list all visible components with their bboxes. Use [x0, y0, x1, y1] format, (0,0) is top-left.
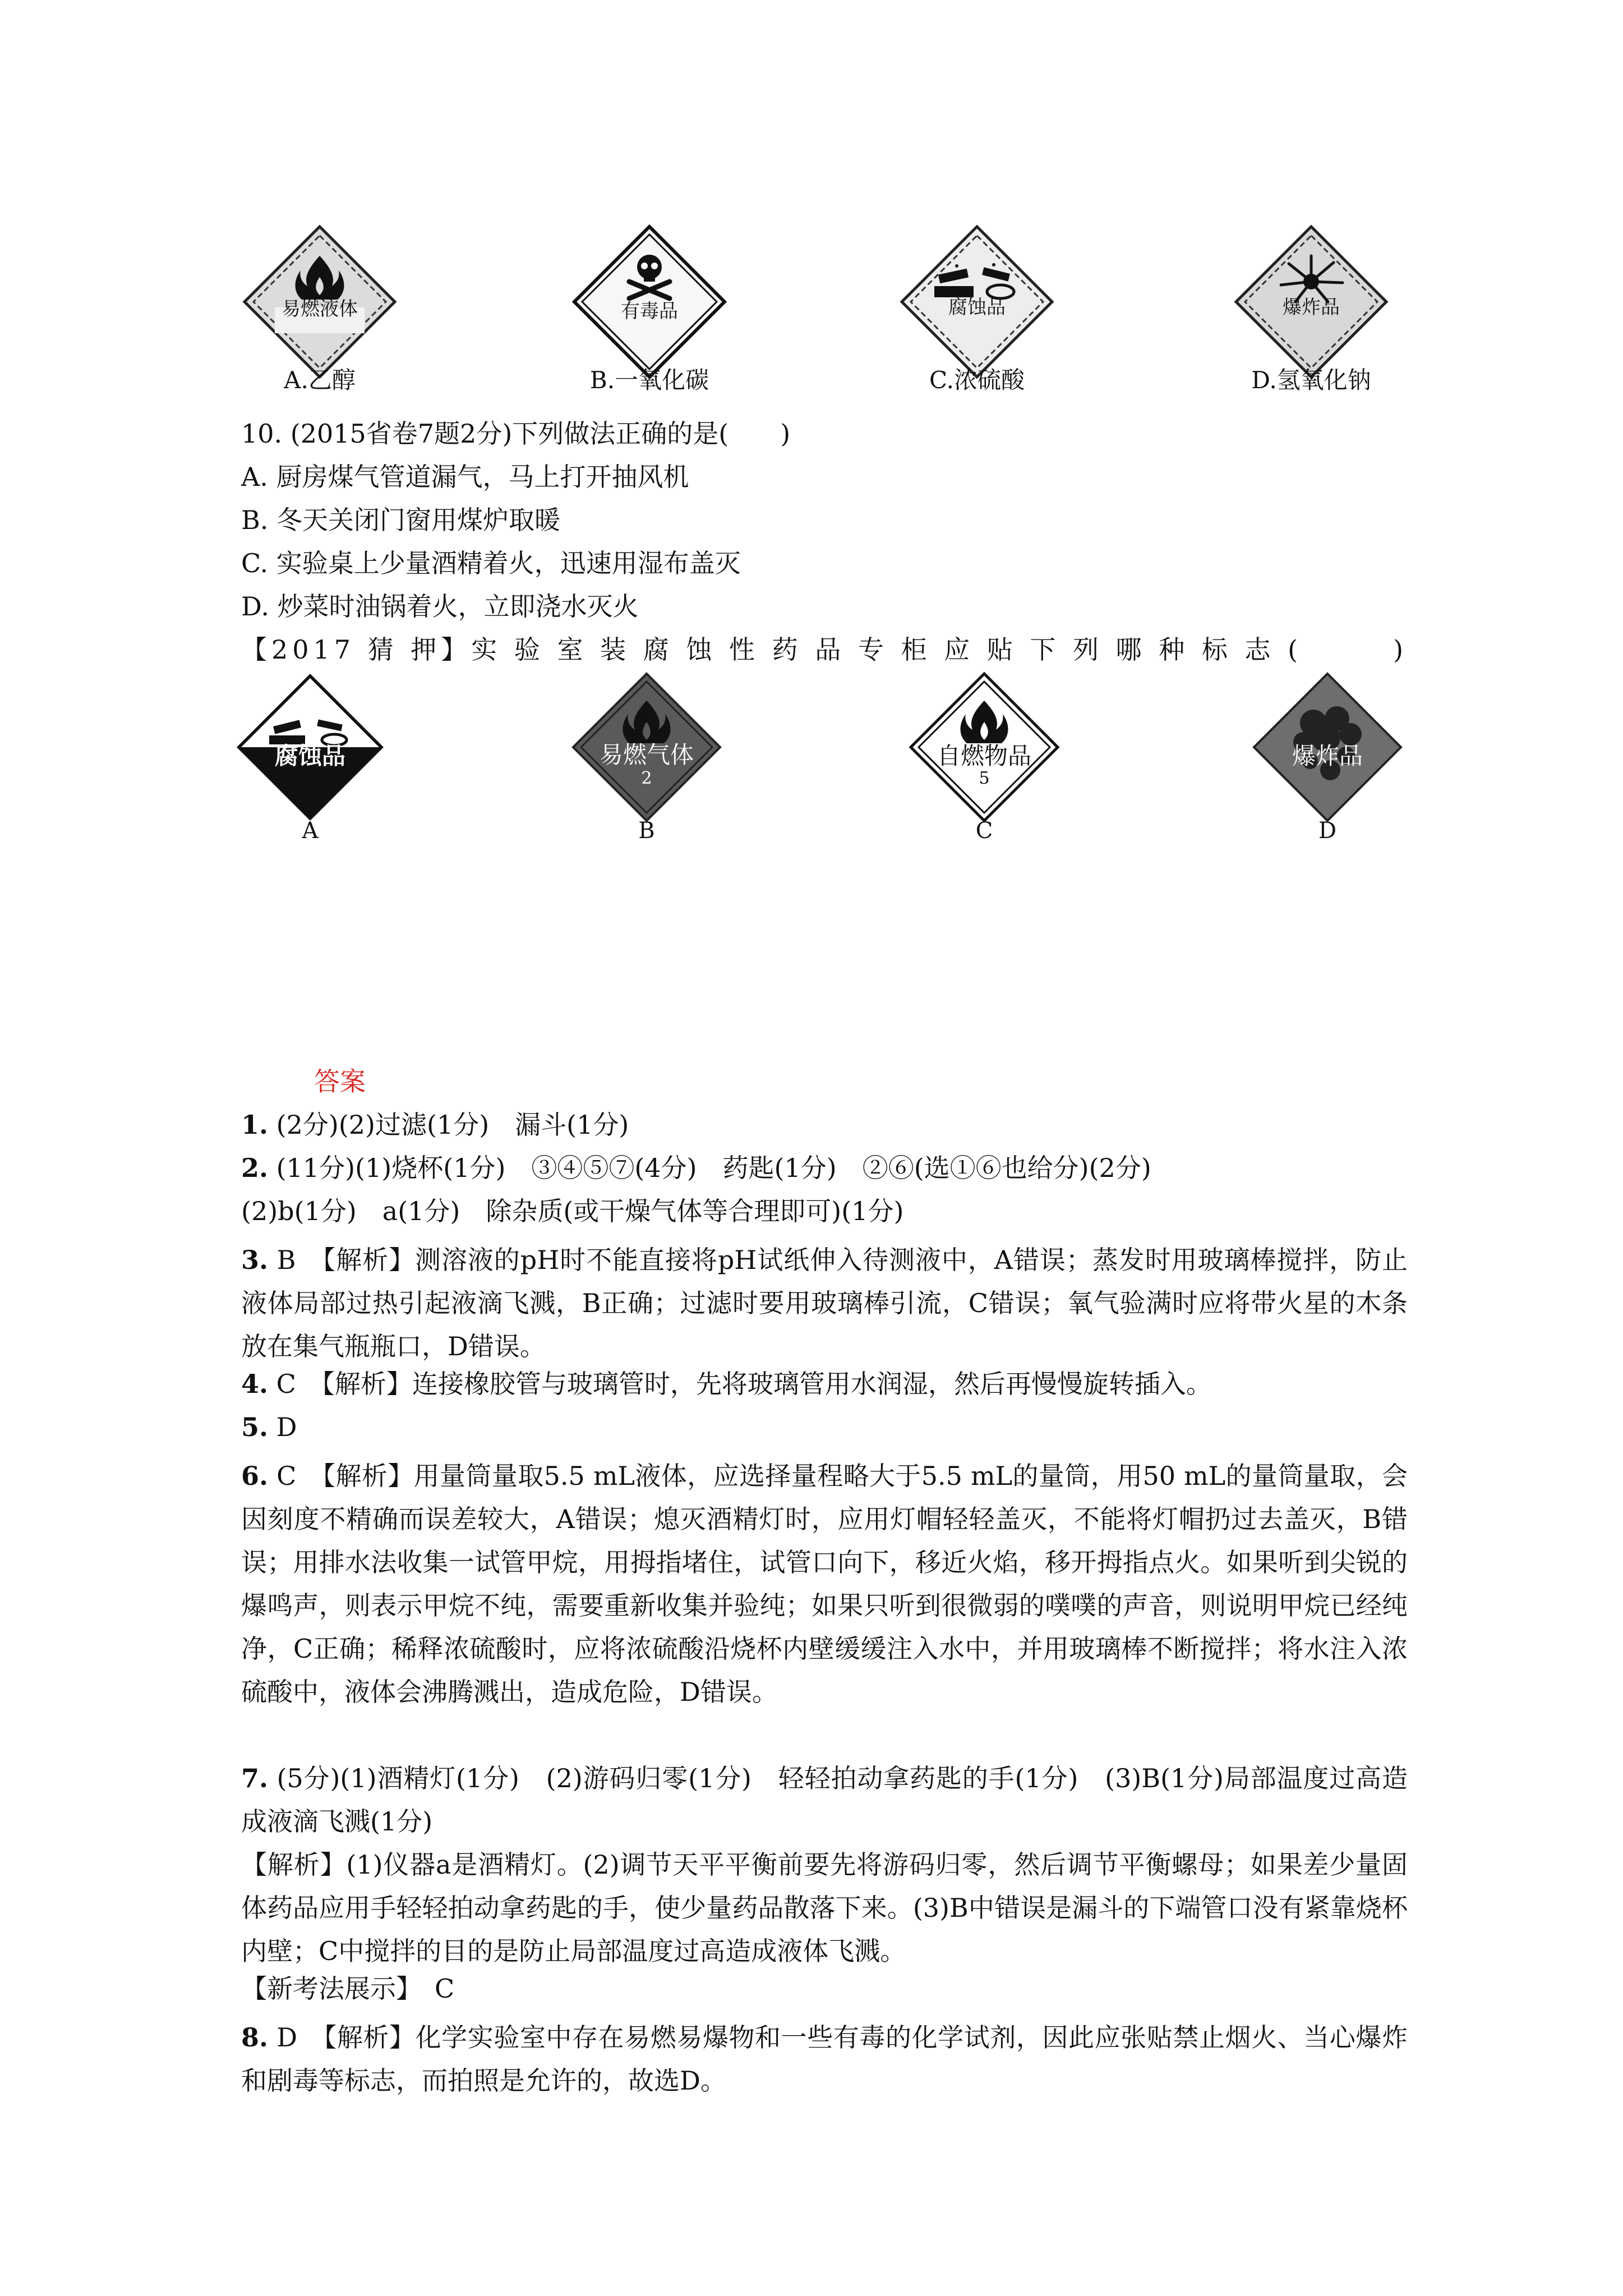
- question-10-option-b: B. 冬天关闭门窗用煤炉取暖: [241, 505, 561, 535]
- option-caption: C.浓硫酸: [929, 366, 1025, 394]
- guess-question-stem: 【2017 猜 押】实 验 室 装 腐 蚀 性 药 品 专 柜 应 贴 下 列 哪 种 标 志 ( ): [241, 634, 1408, 665]
- option-letter: D: [1318, 818, 1337, 844]
- answer-line: 【解析】(1)仪器a是酒精灯。(2)调节天平平衡前要先将游码归零，然后调节平衡螺母；如果差少量固体药品应用手轻轻拍动拿药匙的手，使少量药品散落下来。(3)B中错误是漏斗的下端管口没有紧靠烧杯内壁；C中搅拌的目的是防止局部温度过高造成液体飞溅。: [241, 1849, 1408, 1966]
- option-caption: B.一氧化碳: [589, 366, 709, 394]
- sign-label: 有毒品: [621, 300, 678, 323]
- answer-line: 5. D: [241, 1412, 297, 1442]
- sign-label: 爆炸品: [1292, 742, 1363, 770]
- answer-line: (2)b(1分) a(1分) 除杂质(或干燥气体等合理即可)(1分): [241, 1196, 904, 1226]
- answers-title: 答案: [314, 1066, 366, 1097]
- sign-label: 爆炸品: [1283, 296, 1340, 319]
- answer-line: 3. B 【解析】测溶液的pH时不能直接将pH试纸伸入待测液中，A错误；蒸发时用玻璃棒搅拌，防止液体局部过热引起液滴飞溅，B正确；过滤时要用玻璃棒引流，C错误；氧气验满时应将带火星的木条放在集气瓶瓶口，D错误。: [241, 1245, 1408, 1361]
- question-10-option-a: A. 厨房煤气管道漏气，马上打开抽风机: [241, 462, 689, 492]
- sign-label: 腐蚀品: [948, 296, 1006, 319]
- answer-line: 1. (2分)(2)过滤(1分) 漏斗(1分): [241, 1110, 629, 1140]
- option-caption: A.乙醇: [284, 366, 356, 394]
- sign-label: 腐蚀品: [274, 742, 345, 770]
- sign-class-number: 2: [641, 769, 652, 788]
- question-10-option-c: C. 实验桌上少量酒精着火，迅速用湿布盖灭: [241, 548, 741, 578]
- answer-line: 8. D 【解析】化学实验室中存在易燃易爆物和一些有毒的化学试剂，因此应张贴禁止烟火、当心爆炸和剧毒等标志，而拍照是允许的，故选D。: [241, 2022, 1408, 2096]
- answer-line: 【新考法展示】 C: [241, 1973, 455, 2004]
- option-letter: A: [302, 818, 319, 844]
- question-10-stem: 10. (2015省卷7题2分)下列做法正确的是( ): [241, 418, 791, 449]
- answer-line: 6. C 【解析】用量筒量取5.5 mL液体，应选择量程略大于5.5 mL的量筒，用50 mL的量筒量取，会因刻度不精确而误差较大，A错误；熄灭酒精灯时，应用灯帽轻轻盖灭，不能将灯帽扔过去盖灭，B错误；用排水法收集一试管甲烷，用拇指堵住，试管口向下，移近火焰，移开拇指点火。如果听到尖锐的爆鸣声，则表示甲烷不纯，需要重新收集并验纯；如果只听到很微弱的噗噗的声音，则说明甲烷已经纯净，C正确；稀释浓硫酸时，应将浓硫酸沿烧杯内壁缓缓注入水中，并用玻璃棒不断搅拌；将水注入浓硫酸中，液体会沸腾溅出，造成危险，D错误。: [241, 1461, 1408, 1707]
- answer-line: 2. (11分)(1)烧杯(1分) ③④⑤⑦(4分) 药匙(1分) ②⑥(选①⑥也给分)(2分): [241, 1153, 1151, 1183]
- option-letter: C: [975, 818, 993, 844]
- sign-label: 自燃物品: [937, 742, 1031, 770]
- sign-label: 易燃气体: [599, 741, 694, 769]
- question-10-option-d: D. 炒菜时油锅着火，立即浇水灭火: [241, 591, 639, 622]
- answer-line: 7. (5分)(1)酒精灯(1分) (2)游码归零(1分) 轻轻拍动拿药匙的手(1分) (3)B(1分)局部温度过高造成液滴飞溅(1分): [241, 1763, 1408, 1837]
- sign-class-number: 5: [979, 769, 990, 788]
- sign-label: 易燃液体: [282, 298, 358, 320]
- answer-line: 4. C 【解析】连接橡胶管与玻璃管时，先将玻璃管用水润湿，然后再慢慢旋转插入。: [241, 1369, 1212, 1399]
- option-caption: D.氢氧化钠: [1251, 366, 1371, 394]
- option-letter: B: [638, 818, 655, 844]
